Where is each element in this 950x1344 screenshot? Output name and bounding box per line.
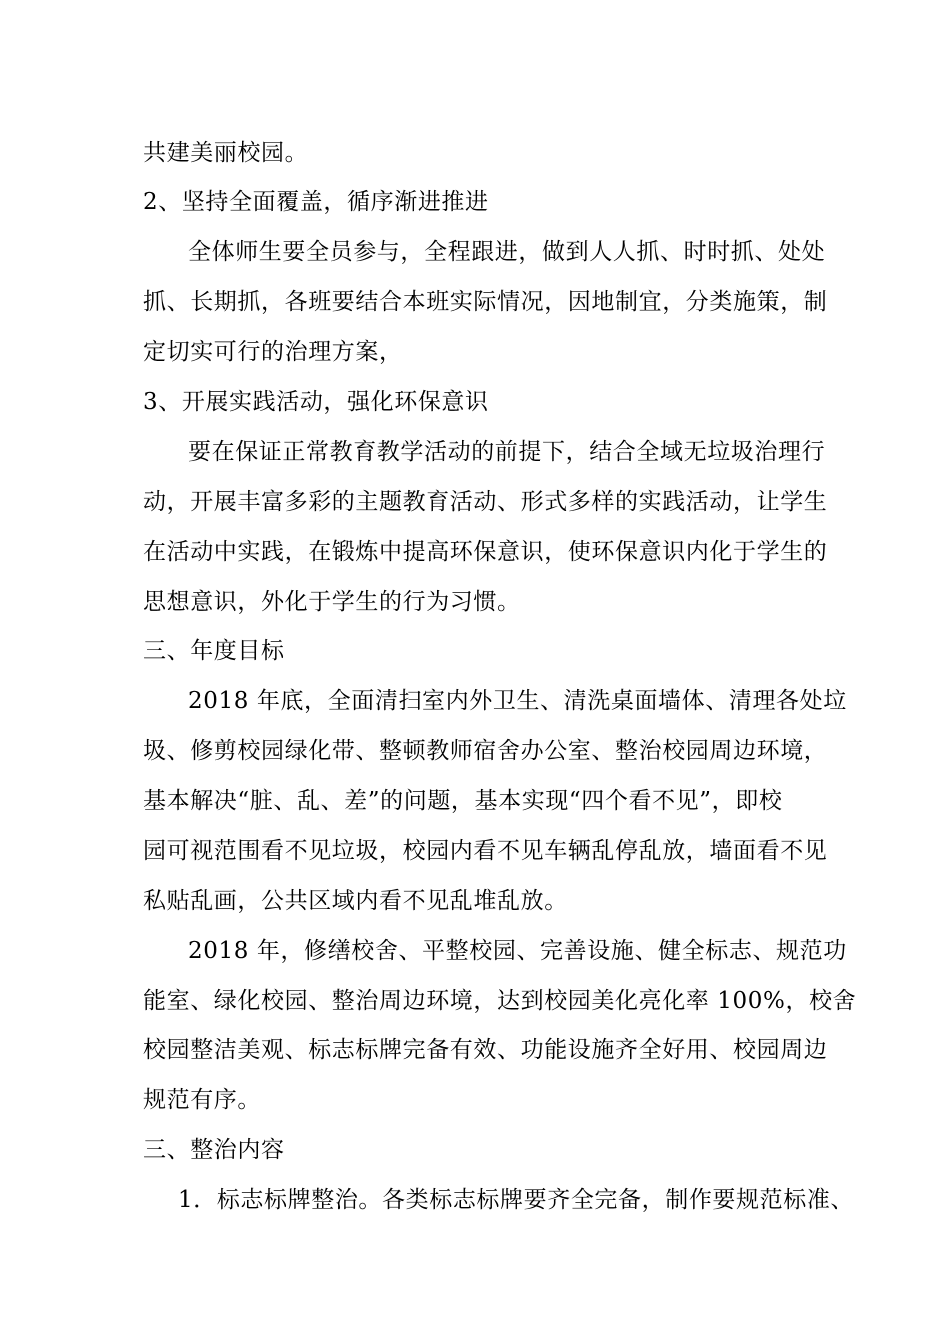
paragraph-line: 抓、长期抓，各班要结合本班实际情况，因地制宜，分类施策，制 — [143, 289, 828, 315]
section-heading: 2、坚持全面覆盖，循序渐进推进 — [143, 189, 489, 215]
paragraph-line: 基本解决“脏、乱、差”的问题，基本实现“四个看不见”，即校 — [143, 788, 783, 814]
section-heading: 3、开展实践活动，强化环保意识 — [143, 389, 489, 415]
paragraph-line: 2018 年，修缮校舍、平整校园、完善设施、健全标志、规范功 — [188, 938, 847, 964]
paragraph-line: 思想意识，外化于学生的行为习惯。 — [143, 589, 521, 615]
paragraph-line: 能室、绿化校园、整治周边环境，达到校园美化亮化率 100%，校舍 — [143, 988, 857, 1014]
paragraph-line: 规范有序。 — [143, 1087, 261, 1113]
section-heading: 三、年度目标 — [143, 638, 285, 664]
paragraph-line: 全体师生要全员参与，全程跟进，做到人人抓、时时抓、处处 — [188, 239, 826, 265]
paragraph-line: 2018 年底，全面清扫室内外卫生、清洗桌面墙体、清理各处垃 — [188, 688, 847, 714]
section-heading: 三、整治内容 — [143, 1137, 285, 1163]
list-item: 1．标志标牌整治。各类标志标牌要齐全完备，制作要规范标准、 — [178, 1187, 855, 1213]
paragraph-line: 园可视范围看不见垃圾，校园内看不见车辆乱停乱放，墙面看不见 — [143, 838, 828, 864]
paragraph-line: 校园整洁美观、标志标牌完备有效、功能设施齐全好用、校园周边 — [143, 1037, 828, 1063]
paragraph-line: 定切实可行的治理方案， — [143, 339, 403, 365]
paragraph-line: 在活动中实践，在锻炼中提高环保意识，使环保意识内化于学生的 — [143, 539, 828, 565]
paragraph-line: 要在保证正常教育教学活动的前提下，结合全域无垃圾治理行 — [188, 439, 826, 465]
paragraph-line: 圾、修剪校园绿化带、整顿教师宿舍办公室、整治校园周边环境， — [143, 738, 828, 764]
paragraph-line: 共建美丽校园。 — [143, 140, 309, 166]
paragraph-line: 动，开展丰富多彩的主题教育活动、形式多样的实践活动，让学生 — [143, 489, 828, 515]
paragraph-line: 私贴乱画，公共区域内看不见乱堆乱放。 — [143, 888, 568, 914]
